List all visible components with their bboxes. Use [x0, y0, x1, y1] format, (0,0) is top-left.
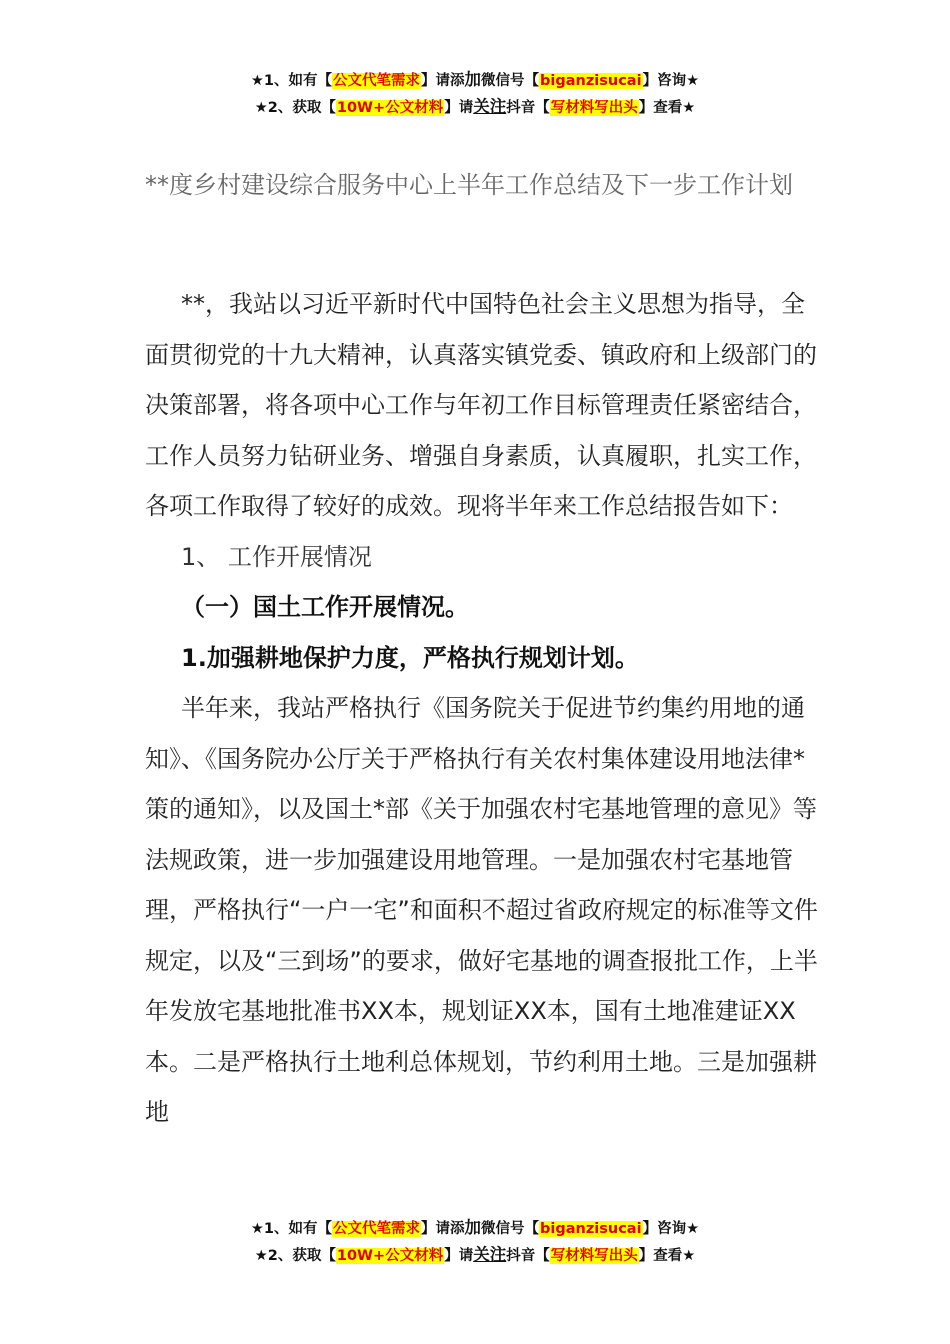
promo-line-1: [0, 67, 950, 94]
promo-text: 】查看★: [638, 100, 696, 116]
promo-text: ★1、如有【: [250, 1221, 333, 1237]
body-paragraph: 半年来，我站严格执行《国务院关于促进节约集约用地的通知》、《国务院办公厅关于严格执行有关农村集体建设用地法律*策的通知》，以及国土*部《关于加强农村宅基地管理的意见》等法规政策，进一步加强建设用地管理。一是加强农村宅基地管理，严格执行“一户一宅”和面积不超过省政府规定的标准等文件规定，以及“三到场”的要求，做好宅基地的调查报批工作，上半年发放宅基地批准书XX本，规划证XX本，国有土地准建证XX本。二是严格执行土地利总体规划，节约利用土地。三是加强耕地: [145, 694, 818, 1126]
promo-emphasis: 加: [464, 1218, 482, 1237]
promo-text: 】请添: [421, 73, 465, 89]
subsection-heading: （一）国土工作开展情况。: [181, 593, 469, 621]
document-title: **度乡村建设综合服务中心上半年工作总结及下一步工作计划: [145, 171, 793, 199]
highlight-wechat-id: biganzisucai: [540, 73, 642, 89]
promo-line-2: [0, 1242, 950, 1269]
promo-text: 】查看★: [638, 1248, 696, 1264]
promo-text: 】请添: [421, 1221, 465, 1237]
promo-emphasis: 关注: [473, 1245, 507, 1264]
highlight-douyin-account: 写材料写出头: [550, 100, 638, 116]
promo-text: 】咨询★: [642, 1221, 700, 1237]
section-heading: 1、 工作开展情况: [181, 542, 372, 571]
promo-text: ★2、获取【: [254, 1248, 336, 1264]
highlight-service: 公文代笔需求: [333, 73, 421, 89]
promo-text: 微信号【: [481, 1221, 540, 1237]
highlight-wechat-id: biganzisucai: [540, 1221, 642, 1237]
highlight-service: 公文代笔需求: [333, 1221, 421, 1237]
highlight-douyin-account: 写材料写出头: [550, 1248, 638, 1264]
document-body: [145, 279, 825, 1138]
item-heading: 1.加强耕地保护力度，严格执行规划计划。: [181, 643, 639, 672]
promo-line-2: [0, 94, 950, 121]
promo-text: 抖音【: [506, 100, 550, 116]
promo-text: ★1、如有【: [250, 73, 333, 89]
highlight-materials: 10W+公文材料: [336, 100, 444, 116]
promo-emphasis: 关注: [473, 97, 507, 116]
promo-text: 抖音【: [506, 1248, 550, 1264]
intro-paragraph: **，我站以习近平新时代中国特色社会主义思想为指导，全面贯彻党的十九大精神，认真落实镇党委、镇政府和上级部门的决策部署，将各项中心工作与年初工作目标管理责任紧密结合，工作人员努力钻研业务、增强自身素质，认真履职，扎实工作，各项工作取得了较好的成效。现将半年来工作总结报告如下：: [145, 290, 817, 520]
promo-line-1: [0, 1215, 950, 1242]
promo-banner-top: [0, 67, 950, 121]
promo-text: 】请: [444, 100, 474, 116]
promo-text: 】请: [444, 1248, 474, 1264]
promo-text: 】咨询★: [642, 73, 700, 89]
promo-banner-bottom: [0, 1215, 950, 1269]
promo-text: ★2、获取【: [254, 100, 336, 116]
promo-text: 微信号【: [481, 73, 540, 89]
highlight-materials: 10W+公文材料: [336, 1248, 444, 1264]
promo-emphasis: 加: [464, 70, 482, 89]
